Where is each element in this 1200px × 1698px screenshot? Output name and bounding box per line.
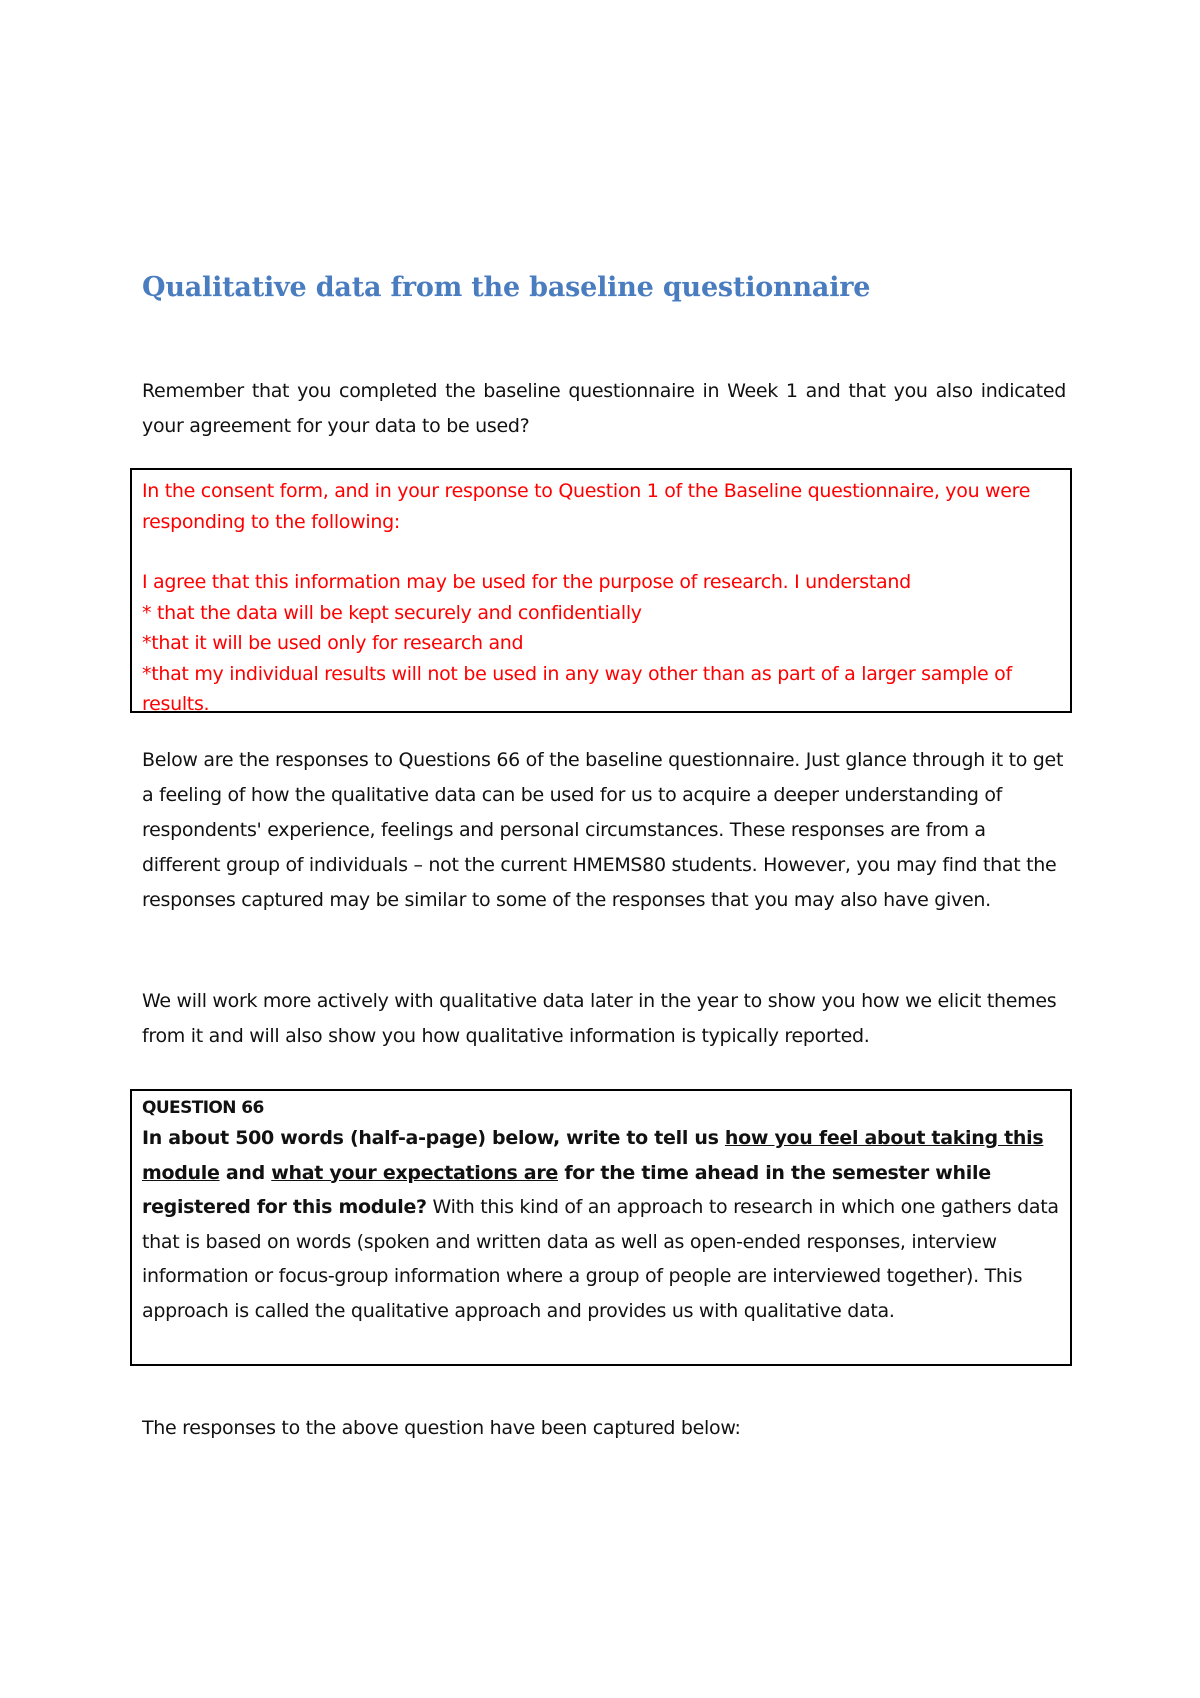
question-underline-feelings: how you feel about taking this module [142, 1127, 1044, 1184]
consent-bullet: * that the data will be kept securely and confidentially [142, 601, 642, 624]
consent-box [130, 468, 1072, 713]
question-heading: QUESTION 66 [142, 1098, 264, 1118]
consent-bullet: *that my individual results will not be used in any way other than as part of a larger sample of results. [142, 662, 1012, 715]
future-work-paragraph: We will work more actively with qualitative data later in the year to show you how we elicit themes from it and will also show you how qualitative information is typically reported. [142, 990, 1057, 1047]
question-box [130, 1089, 1072, 1366]
consent-lead-line: In the consent form, and in your response to Question 1 of the Baseline questionnaire, you were responding to the following: [142, 480, 1031, 533]
question-explanation: With this kind of an approach to research in which one gathers data that is based on words (spoken and written data as well as open-ended responses, interview information or focus-group information where a group of people are interviewed together). This approach is called the qualitative approach and provides us with qualitative data. [142, 1196, 1059, 1322]
question-underline-expectations: what your expectations are [271, 1161, 558, 1184]
responses-intro-paragraph: Below are the responses to Questions 66 of the baseline questionnaire. Just glance through it to get a feeling of how the qualitative data can be used for us to acquire a deeper understanding of respondents' experience, feelings and personal circumstances. These responses are from a different group of individuals – not the current HMEMS80 students. However, you may find that the responses captured may be similar to some of the responses that you may also have given. [142, 749, 1064, 911]
intro-paragraph: Remember that you completed the baseline questionnaire in Week 1 and that you also indicated your agreement for your data to be used? [142, 380, 1066, 437]
question-text-part2: and [219, 1161, 272, 1184]
question-text-part1: In about 500 words (half-a-page) below, write to tell us [142, 1127, 725, 1149]
consent-agree-line: I agree that this information may be used for the purpose of research. I understand [142, 571, 911, 593]
consent-gap [142, 537, 1060, 567]
question-text-part3: for the time ahead in the semester while registered for this module? [142, 1161, 991, 1218]
captured-line: The responses to the above question have been captured below: [142, 1417, 741, 1439]
consent-bullet: *that it will be used only for research and [142, 632, 524, 654]
page-title: Qualitative data from the baseline questionnaire [142, 272, 871, 303]
